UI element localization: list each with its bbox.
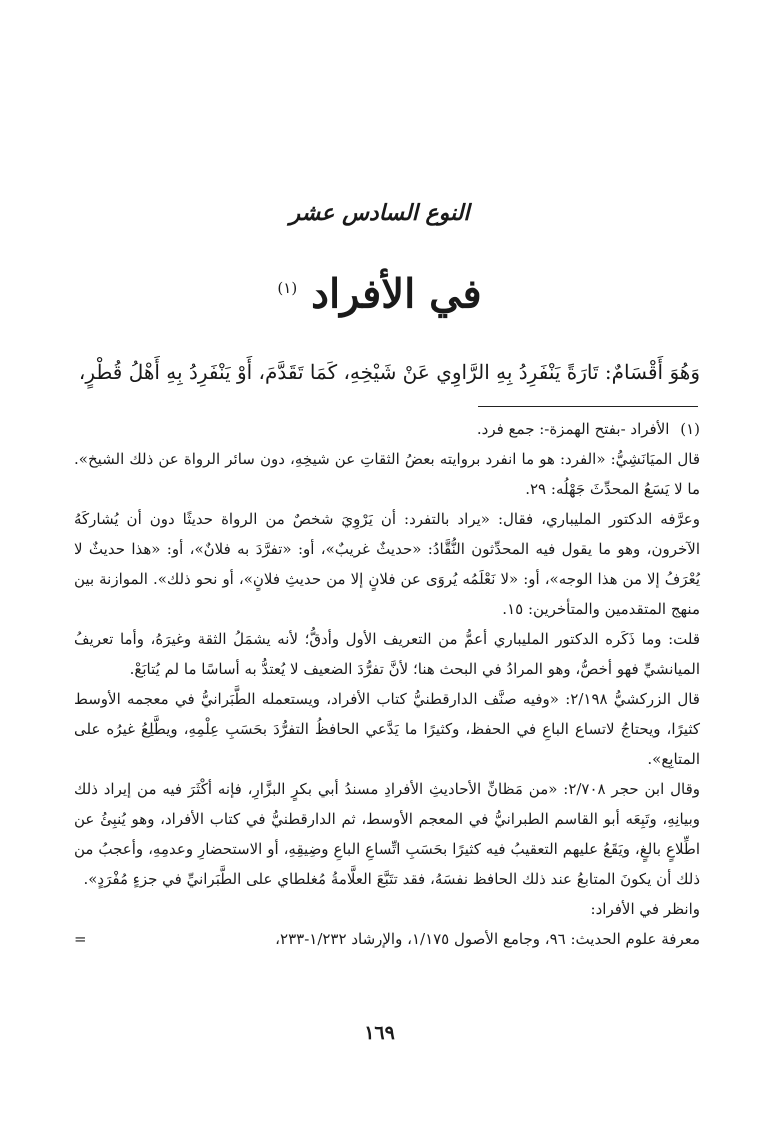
footnotes <box>74 414 700 954</box>
main-text: وَهُوَ أَقْسَامٌ: تَارَةً يَنْفَرِدُ بِهِ الرَّاوِي عَنْ شَيْخِهِ، كَمَا تَقَدَّمَ، أَوْ يَنْفَرِدُ بِهِ أَهْلُ قُطْرٍ، <box>78 360 700 384</box>
continuation-mark: = <box>74 930 87 948</box>
footnote-paragraph: وقال ابن حجر ٢/٧٠٨: «من مَظانِّ الأحاديثِ الأفرادِ مسندُ أبي بكرٍ البزَّارِ، فإنه أكْثَرَ فيه من إيراد ذلك وبيانِهِ، وتَبِعَه أبو القاسم الطبرانيُّ في المعجم الأوسط، ثم الدارقطنيُّ في كتاب الأفراد، وهو يُنبِئُ عن اطِّلاعٍ بالغٍ، ويَقَعُ عليهم التعقيبُ فيه كثيرًا بحَسَبِ اتِّساعِ الباعِ وضِيقِهِ، أو الاستحضارِ وعدمِهِ، وأعجبُ من ذلك أن يكونَ المتابعُ عند ذلك الحافظ نفسَهُ، فقد تتَبَّعَ العلَّامةُ مُغلطاي على الطَّبَرانيِّ في جزءٍ مُفْرَدٍ». <box>74 780 701 888</box>
chapter-number-heading: النوع السادس عشر <box>289 200 470 226</box>
footnote-paragraph: قال الميَانَشِيُّ: «الفرد: هو ما انفرد بروايته بعضُ الثقاتِ عن شيخِهِ، دون سائر الرواة عن ذلك الشيخ». ما لا يَسَعُ المحدِّثَ جَهْلُه: ٢٩. <box>74 450 700 498</box>
footnote-paragraph: قلت: وما ذَكَره الدكتور المليباري أعمُّ من التعريف الأول وأدقُّ؛ لأنه يشمَلُ الثقة وغيرَهُ، وأما تعريفُ الميانشيِّ فهو أخصُّ، وهو المرادُ في البحث هنا؛ لأنَّ تفرُّدَ الضعيف لا يُعتدُّ به أساسًا ما لم يُتابَعْ. <box>74 630 700 678</box>
footnote-paragraph <box>74 414 700 444</box>
footnote-last-line <box>74 924 700 954</box>
footnote-references-line: معرفة علوم الحديث: ٩٦، وجامع الأصول ١/١٧٥، والإرشاد ١/٢٣٢-٢٣٣، <box>275 930 700 948</box>
chapter-title <box>0 258 759 324</box>
footnote-paragraph: وانظر في الأفراد: <box>590 900 700 918</box>
footnote-separator <box>478 406 698 407</box>
page-number: ١٦٩ <box>364 1022 395 1044</box>
footnote-paragraph: وعرَّفه الدكتور المليباري، فقال: «يراد بالتفرد: أن يَرْوِيَ شخصٌ من الرواة حديثًا دون أن يُشاركَهُ الآخرون، وهو ما يقول فيه المحدِّثون النُّقَّادُ: «حديثٌ غريبٌ»، أو: «تفرَّدَ به فلانٌ»، أو: «هذا حديثٌ لا يُعْرَفُ إلا من هذا الوجه»، أو: «لا نَعْلَمُه يُروَى عن فلانٍ إلا من حديثِ فلانٍ»، أو نحو ذلك». الموازنة بين منهج المتقدمين والمتأخرين: ١٥. <box>74 510 700 618</box>
footnote-reference[interactable]: (١) <box>277 279 298 297</box>
chapter-title-text: في الأفراد <box>311 270 482 318</box>
footnote-marker: (١) <box>680 420 700 438</box>
footnote-paragraph: قال الزركشيُّ ٢/١٩٨: «وفيه صنَّف الدارقطنيُّ كتاب الأفراد، ويستعمله الطَّبَرانيُّ في معجمه الأوسط كثيرًا، ويحتاجُ لاتساع الباعِ في الحفظ، وكثيرًا ما يَدَّعي الحافظُ التفرُّدَ بحَسَبِ عِلْمِهِ، ويطَّلِعُ غيرُه على المتابِع». <box>74 690 700 768</box>
footnote-text: الأفراد -بفتح الهمزة-: جمع فرد. <box>476 420 670 438</box>
